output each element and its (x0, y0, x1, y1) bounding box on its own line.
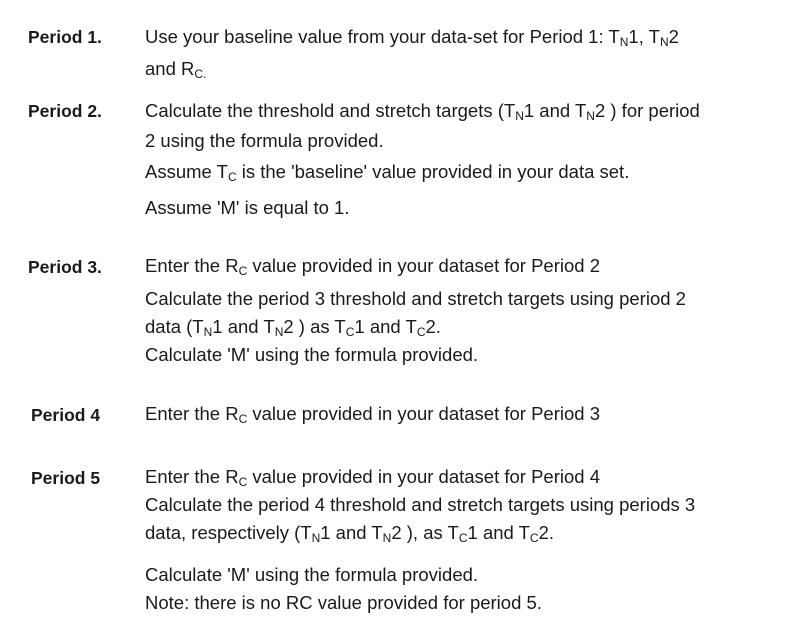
period-5-line-3: data, respectively ($T_N1$ and $T_N2$ ), as $T_C1$ and $T_C2$. (145, 522, 555, 545)
period-1-label: Period 1. (28, 27, 102, 47)
period-1-line-1: Use your baseline value from your data-set for Period 1: $T_N1$, $T_N2$ (145, 26, 679, 49)
period-4-label: Period 4 (31, 405, 101, 425)
period-1-line-2: and $R_{C.}$ (145, 58, 207, 81)
period-5-line-1: Enter the $R_C$ value provided in your dataset for Period 4 (145, 466, 600, 489)
period-2-line-1: Calculate the threshold and stretch targets ($T_N1$ and $T_N2$ ) for period (145, 100, 700, 123)
period-2-line-4: Assume 'M' is equal to 1. (145, 197, 350, 218)
period-3-line-4: Calculate 'M' using the formula provided. (145, 344, 479, 365)
period-2-line-3: Assume $T_C$ is the 'baseline' value provided in your data set. (145, 161, 630, 184)
period-5-label: Period 5 (31, 468, 101, 488)
period-5-line-5: Note: there is no RC value provided for period 5. (145, 592, 542, 613)
period-2-label: Period 2. (28, 101, 102, 121)
period-3-line-2: Calculate the period 3 threshold and stretch targets using period 2 (145, 288, 686, 309)
period-3-line-1: Enter the $R_C$ value provided in your dataset for Period 2 (145, 255, 600, 278)
period-5-line-2: Calculate the period 4 threshold and stretch targets using periods 3 (145, 494, 696, 515)
period-4-line-1: Enter the $R_C$ value provided in your dataset for Period 3 (145, 403, 600, 426)
period-5-line-4: Calculate 'M' using the formula provided. (145, 564, 479, 585)
period-3-line-3: data ($T_N1$ and $T_N2$ ) as $T_C1$ and $T_C2$. (145, 316, 441, 339)
period-3-label: Period 3. (28, 257, 102, 277)
period-2-line-2: 2 using the formula provided. (145, 130, 384, 151)
